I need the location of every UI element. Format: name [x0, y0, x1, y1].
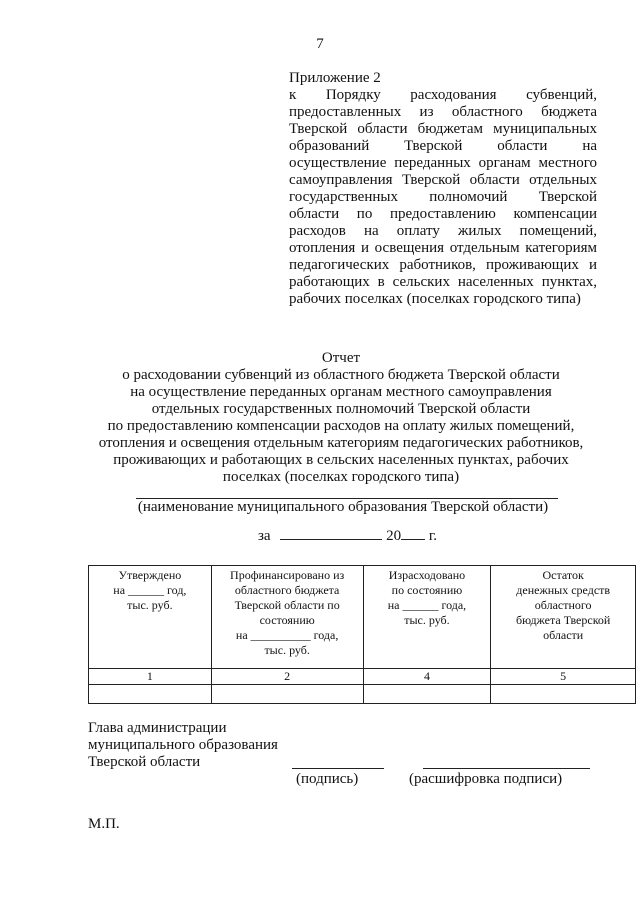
signature-decode-label: (расшифровка подписи) — [409, 771, 563, 787]
appendix-title: Приложение 2 — [289, 70, 381, 86]
data-entry-row — [89, 685, 636, 704]
header-cell-approved: Утверждено на ______ год, тыс. руб. — [89, 566, 212, 669]
appendix-text — [289, 87, 597, 308]
appendix-line: педагогических работников, проживающих и — [289, 257, 597, 273]
report-table — [88, 565, 636, 704]
column-number: 4 — [363, 669, 491, 685]
signature-decode-field[interactable] — [423, 768, 590, 769]
appendix-line: к Порядку расходования субвенций, — [289, 87, 597, 103]
report-subtitle-line: поселках (поселках городского типа) — [222, 469, 460, 485]
report-subtitle-line: по предоставлению компенсации расходов на оплату жилых помещений, — [107, 418, 575, 434]
header-cell-spent: Израсходовано по состоянию на ______ года, тыс. руб. — [363, 566, 491, 669]
column-number-row — [89, 669, 636, 685]
period-blank[interactable] — [280, 527, 382, 540]
column-number: 5 — [491, 669, 636, 685]
signatory-line: Тверской области — [88, 754, 201, 770]
entry-cell[interactable] — [89, 685, 212, 704]
appendix-line: отопления и освещения отдельным категориям — [289, 240, 597, 256]
report-subtitle-line: на осуществление переданных органам местного самоуправления — [130, 384, 552, 400]
report-subtitle-line: о расходовании субвенций из областного бюджета Тверской области — [122, 367, 560, 383]
appendix-line: образований Тверской области на — [289, 138, 597, 154]
period-year-prefix: 20 — [386, 528, 402, 544]
table-header-row — [89, 566, 636, 669]
header-cell-financed: Профинансировано из областного бюджета Тверской области по состоянию на __________ года, тыс. руб. — [211, 566, 363, 669]
appendix-line: рабочих поселках (поселках городского типа) — [289, 291, 581, 307]
header-cell-balance: Остаток денежных средств областного бюджета Тверской области — [491, 566, 636, 669]
report-heading-block — [66, 350, 616, 486]
appendix-line: Тверской области бюджетам муниципальных — [289, 121, 597, 137]
appendix-line: государственных полномочий Тверской — [289, 189, 597, 205]
report-subtitle-line: отдельных государственных полномочий Тверской области — [151, 401, 531, 417]
entry-cell[interactable] — [491, 685, 636, 704]
signature-field[interactable] — [292, 768, 384, 769]
signatory-block — [88, 720, 278, 771]
report-title: Отчет — [321, 350, 361, 366]
entry-cell[interactable] — [363, 685, 491, 704]
column-number: 2 — [211, 669, 363, 685]
signature-label: (подпись) — [296, 771, 359, 787]
report-subtitle-line: отопления и освещения отдельным категориям педагогических работников, — [98, 435, 584, 451]
appendix-line: предоставленных из областного бюджета — [289, 104, 597, 120]
year-blank[interactable] — [401, 527, 425, 540]
entry-cell[interactable] — [211, 685, 363, 704]
report-period — [258, 527, 437, 545]
signatory-line: муниципального образования — [88, 737, 278, 753]
period-year-suffix: г. — [428, 528, 438, 544]
appendix-line: области по предоставлению компенсации — [289, 206, 597, 222]
stamp-mark: М.П. — [88, 816, 120, 832]
municipality-name-block — [118, 498, 568, 516]
column-number: 1 — [89, 669, 212, 685]
page-number: 7 — [316, 36, 324, 52]
appendix-line: самоуправления Тверской области отдельных — [289, 172, 597, 188]
appendix-block — [289, 70, 597, 308]
report-subtitle-line: проживающих и работающих в сельских населенных пунктах, рабочих — [113, 452, 569, 468]
signatory-line: Глава администрации — [88, 720, 227, 736]
appendix-line: расходов на оплату жилых помещений, — [289, 223, 597, 239]
municipality-caption: (наименование муниципального образования Тверской области) — [137, 499, 549, 515]
appendix-line: осуществление переданных органам местного — [289, 155, 597, 171]
period-prefix: за — [258, 528, 271, 544]
appendix-line: работающих в сельских населенных пунктах, — [289, 274, 597, 290]
